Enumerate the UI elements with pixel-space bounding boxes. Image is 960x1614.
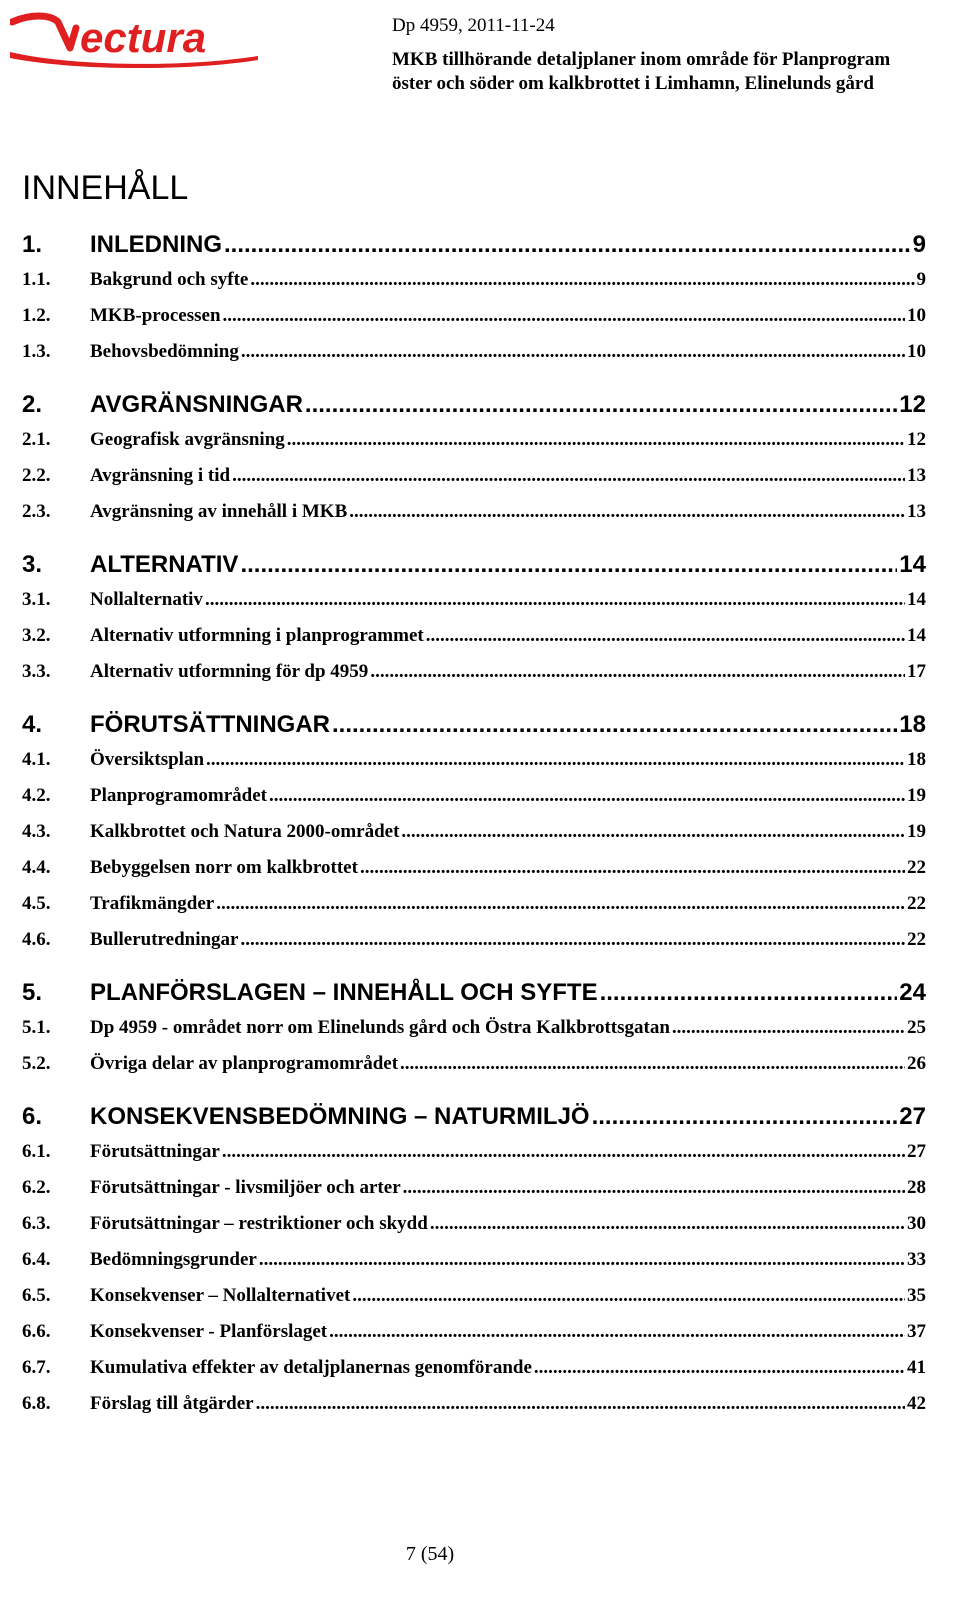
toc-entry-page: 42 xyxy=(907,1393,926,1414)
document-title-line-1: MKB tillhörande detaljplaner inom område för Planprogram xyxy=(392,49,891,70)
toc-subsection-entry[interactable] xyxy=(22,928,926,952)
toc-entry-number: 6.5. xyxy=(22,1285,51,1306)
document-date: Dp 4959, 2011-11-24 xyxy=(392,15,555,36)
page-number: 7 (54) xyxy=(405,1543,455,1565)
toc-leader-dots xyxy=(349,500,905,524)
toc-section-entry[interactable] xyxy=(22,710,926,740)
toc-entry-number: 4.1. xyxy=(22,749,51,770)
toc-section-entry[interactable] xyxy=(22,1102,926,1132)
toc-leader-dots xyxy=(256,1392,905,1416)
toc-subsection-entry[interactable] xyxy=(22,1212,926,1236)
toc-entry-number: 6.4. xyxy=(22,1249,51,1270)
toc-section-entry[interactable] xyxy=(22,550,926,580)
toc-entry-page: 26 xyxy=(907,1053,926,1074)
toc-entry-page: 37 xyxy=(907,1321,926,1342)
toc-leader-dots xyxy=(259,1248,905,1272)
toc-entry-page: 10 xyxy=(907,305,926,326)
toc-entry-number: 4. xyxy=(22,711,43,738)
toc-entry-title: Förutsättningar – restriktioner och skydd xyxy=(90,1213,428,1234)
toc-entry-title: Översiktsplan xyxy=(90,749,205,770)
toc-subsection-entry[interactable] xyxy=(22,588,926,612)
toc-entry-page: 27 xyxy=(907,1141,926,1162)
toc-entry-page: 30 xyxy=(907,1213,926,1234)
toc-entry-title: KONSEKVENSBEDÖMNING – NATURMILJÖ xyxy=(90,1103,590,1130)
toc-entry-number: 5.2. xyxy=(22,1053,51,1074)
toc-subsection-entry[interactable] xyxy=(22,340,926,364)
toc-entry-title: Förutsättningar xyxy=(90,1141,220,1162)
toc-section-entry[interactable] xyxy=(22,390,926,420)
document-header xyxy=(392,14,952,96)
toc-entry-page: 35 xyxy=(907,1285,926,1306)
toc-entry-number: 4.2. xyxy=(22,785,51,806)
toc-subsection-entry[interactable] xyxy=(22,1284,926,1308)
toc-entry-number: 5.1. xyxy=(22,1017,51,1038)
toc-leader-dots xyxy=(360,856,905,880)
toc-entry-number: 3. xyxy=(22,551,43,578)
toc-entry-number: 4.3. xyxy=(22,821,51,842)
toc-entry-page: 12 xyxy=(899,391,926,418)
toc-entry-page: 22 xyxy=(907,929,926,950)
toc-subsection-entry[interactable] xyxy=(22,428,926,452)
toc-entry-page: 28 xyxy=(907,1177,926,1198)
toc-entry-page: 18 xyxy=(899,711,926,738)
toc-entry-number: 6.3. xyxy=(22,1213,51,1234)
toc-leader-dots xyxy=(352,1284,905,1308)
toc-entry-title: INLEDNING xyxy=(90,231,222,258)
toc-entry-number: 1. xyxy=(22,231,43,258)
toc-section-entry[interactable] xyxy=(22,230,926,260)
document-title-line-2: öster och söder om kalkbrottet i Limhamn, Elinelunds gård xyxy=(392,73,874,94)
toc-entry-number: 4.6. xyxy=(22,929,51,950)
toc-entry-number: 1.2. xyxy=(22,305,51,326)
toc-entry-page: 13 xyxy=(907,465,926,486)
toc-subsection-entry[interactable] xyxy=(22,1052,926,1076)
toc-entry-title: Konsekvenser - Planförslaget xyxy=(90,1321,328,1342)
toc-leader-dots xyxy=(222,1140,905,1164)
toc-entry-number: 3.1. xyxy=(22,589,51,610)
toc-leader-dots xyxy=(370,660,905,684)
toc-entry-page: 24 xyxy=(899,979,926,1006)
toc-entry-number: 4.5. xyxy=(22,893,51,914)
toc-entry-page: 9 xyxy=(916,269,926,290)
toc-leader-dots xyxy=(250,268,914,292)
toc-leader-dots xyxy=(534,1356,905,1380)
toc-leader-dots xyxy=(672,1016,905,1040)
toc-entry-page: 41 xyxy=(907,1357,926,1378)
toc-entry-title: AVGRÄNSNINGAR xyxy=(90,391,303,418)
toc-subsection-entry[interactable] xyxy=(22,500,926,524)
toc-entry-title: Bebyggelsen norr om kalkbrottet xyxy=(90,857,358,878)
toc-entry-title: Alternativ utformning i planprogrammet xyxy=(90,625,424,646)
toc-entry-page: 33 xyxy=(907,1249,926,1270)
toc-entry-title: Förslag till åtgärder xyxy=(90,1393,254,1414)
toc-leader-dots xyxy=(216,892,905,916)
toc-subsection-entry[interactable] xyxy=(22,1140,926,1164)
toc-entry-number: 6.8. xyxy=(22,1393,51,1414)
toc-entry-title: ALTERNATIV xyxy=(90,551,239,578)
toc-subsection-entry[interactable] xyxy=(22,820,926,844)
toc-entry-title: PLANFÖRSLAGEN – INNEHÅLL OCH SYFTE xyxy=(90,979,598,1006)
toc-entry-number: 5. xyxy=(22,979,43,1006)
toc-subsection-entry[interactable] xyxy=(22,1392,926,1416)
toc-entry-page: 17 xyxy=(907,661,926,682)
toc-entry-number: 2.3. xyxy=(22,501,51,522)
toc-leader-dots xyxy=(332,710,897,740)
toc-entry-page: 13 xyxy=(907,501,926,522)
toc-entry-number: 6.7. xyxy=(22,1357,51,1378)
toc-leader-dots xyxy=(400,1052,905,1076)
toc-leader-dots xyxy=(232,464,905,488)
toc-entry-title: Trafikmängder xyxy=(90,893,215,914)
toc-subsection-entry[interactable] xyxy=(22,464,926,488)
toc-subsection-entry[interactable] xyxy=(22,1356,926,1380)
toc-subsection-entry[interactable] xyxy=(22,660,926,684)
toc-leader-dots xyxy=(223,304,905,328)
toc-subsection-entry[interactable] xyxy=(22,1016,926,1040)
toc-entry-title: Alternativ utformning för dp 4959 xyxy=(90,661,369,682)
toc-entry-title: Konsekvenser – Nollalternativet xyxy=(90,1285,351,1306)
toc-entry-page: 14 xyxy=(907,589,926,610)
toc-subsection-entry[interactable] xyxy=(22,784,926,808)
toc-entry-page: 14 xyxy=(899,551,926,578)
toc-entry-title: Övriga delar av planprogramområdet xyxy=(90,1053,399,1074)
toc-leader-dots xyxy=(241,340,905,364)
toc-entry-title: Bedömningsgrunder xyxy=(90,1249,257,1270)
toc-entry-page: 27 xyxy=(899,1103,926,1130)
toc-entry-number: 6.2. xyxy=(22,1177,51,1198)
toc-subsection-entry[interactable] xyxy=(22,304,926,328)
toc-leader-dots xyxy=(241,928,906,952)
toc-entry-page: 12 xyxy=(907,429,926,450)
toc-entry-page: 22 xyxy=(907,857,926,878)
toc-leader-dots xyxy=(287,428,905,452)
toc-entry-page: 22 xyxy=(907,893,926,914)
toc-leader-dots xyxy=(600,978,898,1008)
toc-entry-title: Bullerutredningar xyxy=(90,929,239,950)
toc-entry-title: MKB-processen xyxy=(90,305,221,326)
toc-entry-title: Geografisk avgränsning xyxy=(90,429,285,450)
toc-leader-dots xyxy=(205,588,905,612)
toc-entry-page: 19 xyxy=(907,821,926,842)
toc-entry-number: 2. xyxy=(22,391,43,418)
vectura-logo xyxy=(10,8,260,70)
toc-subsection-entry[interactable] xyxy=(22,892,926,916)
toc-leader-dots xyxy=(592,1102,898,1132)
toc-subsection-entry[interactable] xyxy=(22,268,926,292)
toc-subsection-entry[interactable] xyxy=(22,856,926,880)
toc-entry-number: 6. xyxy=(22,1103,43,1130)
toc-subsection-entry[interactable] xyxy=(22,748,926,772)
toc-subsection-entry[interactable] xyxy=(22,1176,926,1200)
toc-entry-number: 3.2. xyxy=(22,625,51,646)
toc-entry-title: Behovsbedömning xyxy=(90,341,239,362)
toc-entry-number: 2.1. xyxy=(22,429,51,450)
toc-leader-dots xyxy=(329,1320,905,1344)
toc-entry-number: 1.1. xyxy=(22,269,51,290)
toc-leader-dots xyxy=(240,550,897,580)
toc-entry-page: 18 xyxy=(907,749,926,770)
toc-entry-page: 19 xyxy=(907,785,926,806)
toc-subsection-entry[interactable] xyxy=(22,1248,926,1272)
toc-entry-title: Dp 4959 - området norr om Elinelunds gård och Östra Kalkbrottsgatan xyxy=(90,1017,670,1038)
toc-entry-number: 6.6. xyxy=(22,1321,51,1342)
toc-subsection-entry[interactable] xyxy=(22,624,926,648)
toc-leader-dots xyxy=(269,784,905,808)
toc-heading: INNEHÅLL xyxy=(22,169,189,207)
toc-subsection-entry[interactable] xyxy=(22,1320,926,1344)
toc-entry-title: Avgränsning av innehåll i MKB xyxy=(90,501,348,522)
toc-entry-page: 14 xyxy=(907,625,926,646)
toc-entry-title: Bakgrund och syfte xyxy=(90,269,249,290)
toc-entry-title: FÖRUTSÄTTNINGAR xyxy=(90,711,330,738)
toc-leader-dots xyxy=(305,390,897,420)
toc-entry-page: 10 xyxy=(907,341,926,362)
toc-leader-dots xyxy=(426,624,905,648)
toc-entry-title: Förutsättningar - livsmiljöer och arter xyxy=(90,1177,401,1198)
toc-entry-number: 3.3. xyxy=(22,661,51,682)
toc-section-entry[interactable] xyxy=(22,978,926,1008)
toc-entry-number: 2.2. xyxy=(22,465,51,486)
toc-entry-number: 6.1. xyxy=(22,1141,51,1162)
toc-entry-page: 25 xyxy=(907,1017,926,1038)
toc-entry-title: Nollalternativ xyxy=(90,589,203,610)
toc-entry-title: Avgränsning i tid xyxy=(90,465,231,486)
toc-entry-title: Kumulativa effekter av detaljplanernas genomförande xyxy=(90,1357,532,1378)
toc-leader-dots xyxy=(224,230,911,260)
logo-text: ectura xyxy=(80,14,207,61)
toc-entry-page: 9 xyxy=(912,231,926,258)
toc-entry-number: 1.3. xyxy=(22,341,51,362)
toc-entry-title: Kalkbrottet och Natura 2000-området xyxy=(90,821,400,842)
toc-leader-dots xyxy=(403,1176,905,1200)
toc-leader-dots xyxy=(401,820,905,844)
toc-leader-dots xyxy=(430,1212,905,1236)
toc-leader-dots xyxy=(206,748,905,772)
toc-entry-title: Planprogramområdet xyxy=(90,785,267,806)
toc-entry-number: 4.4. xyxy=(22,857,51,878)
